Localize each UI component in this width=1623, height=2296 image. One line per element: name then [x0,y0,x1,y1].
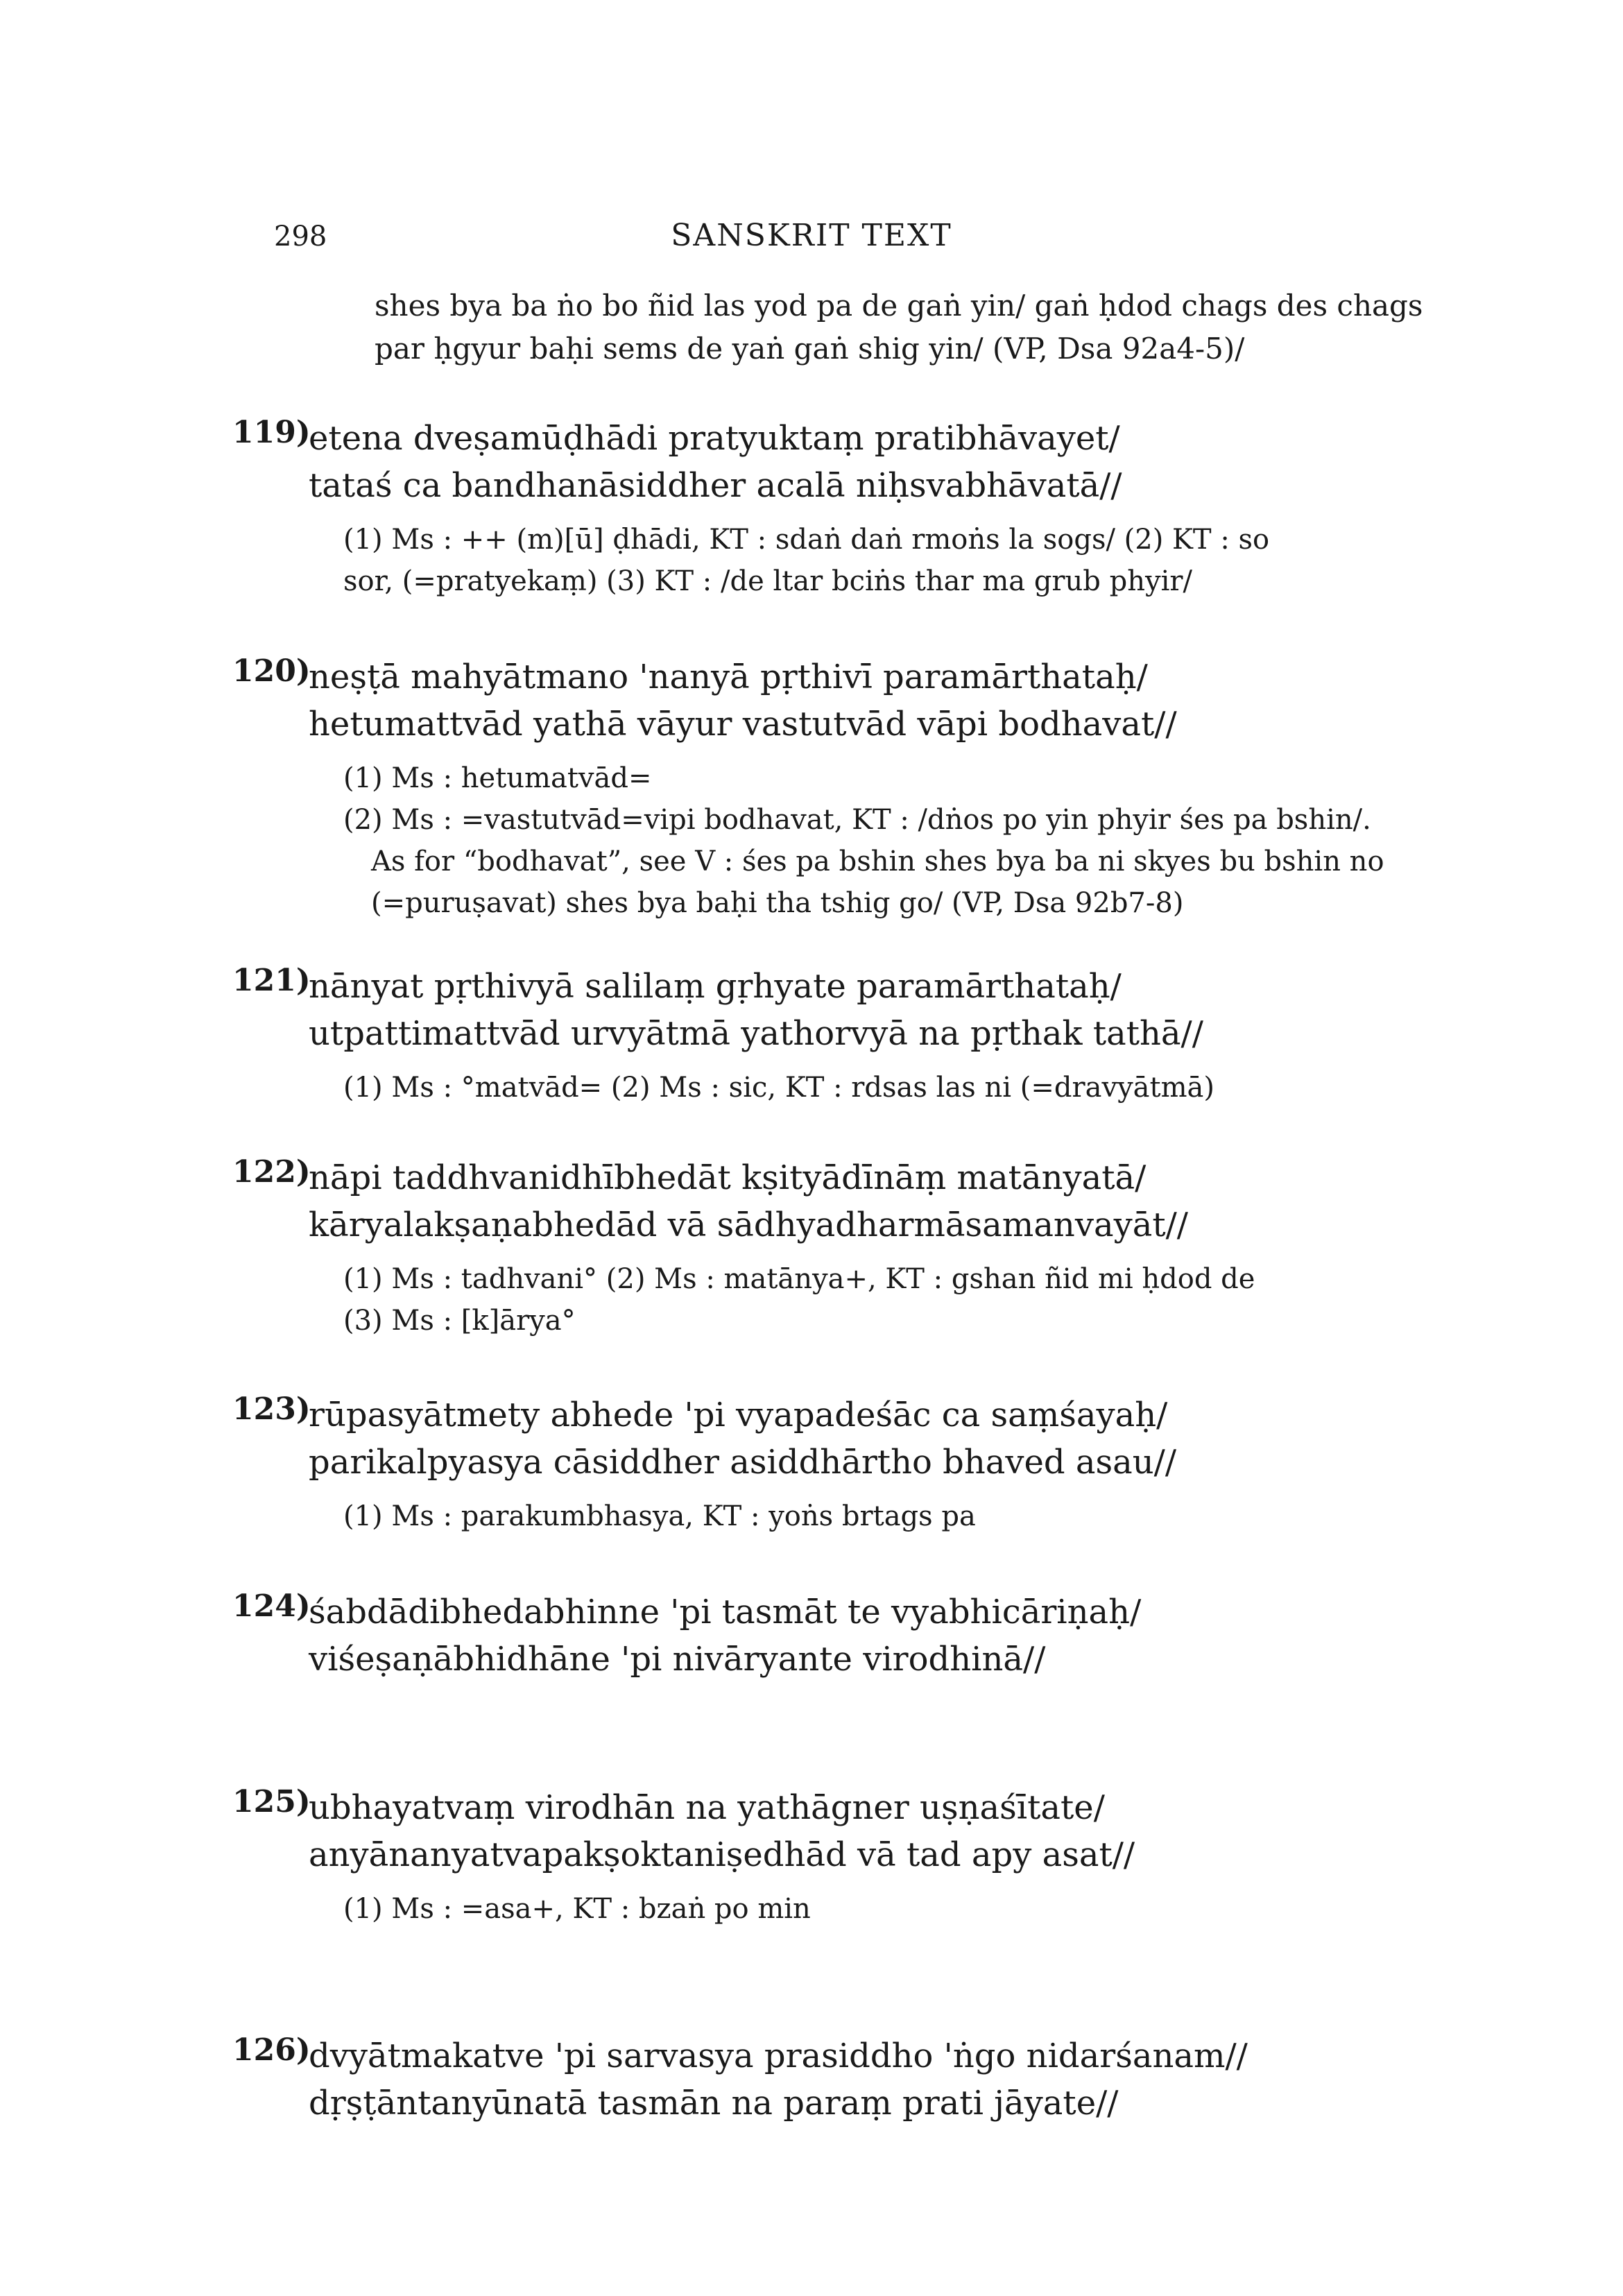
footnotes [343,1888,1550,1930]
verse-line: nānyat pṛthivyā salilaṃ gṛhyate paramārthataḥ/ [309,967,1122,1006]
verse-line: śabdādibhedabhinne 'pi tasmāt te vyabhicāriṇaḥ/ [309,1593,1142,1631]
verse-number: 120) [232,653,311,689]
verse-number: 119) [232,415,311,450]
footnotes [343,1067,1550,1108]
note-line: (=puruṣavat) shes bya baḥi tha tshig go/ (VP, Dsa 92b7-8) [371,887,1184,919]
verse-line: rūpasyātmety abhede 'pi vyapadeśāc ca saṃśayaḥ/ [309,1396,1168,1434]
footnotes [343,757,1550,924]
verse-126 [232,2032,1550,2127]
verse-125 [232,1784,1550,1930]
note-line: sor, (=pratyekaṃ) (3) KT : /de ltar bciṅs thar ma grub phyir/ [343,565,1192,597]
verse-number: 124) [232,1588,311,1624]
verse-line: etena dveṣamūḍhādi pratyuktaṃ pratibhāvayet/ [309,419,1120,458]
verse-number: 125) [232,1784,311,1819]
verse-line: dṛṣṭāntanyūnatā tasmān na paraṃ prati jāyate// [309,2084,1119,2123]
footnotes [343,519,1550,602]
verse-line: tataś ca bandhanāsiddher acalā niḥsvabhāvatā// [309,466,1122,505]
page-number: 298 [274,221,327,252]
footnotes [343,1258,1550,1342]
verse-line: utpattimattvād urvyātmā yathorvyā na pṛthak tathā// [309,1014,1203,1053]
verse-123 [232,1391,1550,1537]
verse-number: 123) [232,1391,311,1427]
verse-line: nāpi taddhvanidhībhedāt kṣityādīnāṃ matānyatā/ [309,1158,1147,1197]
note-line: (1) Ms : tadhvani° (2) Ms : matānya+, KT : gshan ñid mi ḥdod de [343,1263,1255,1295]
intro-line: shes bya ba ṅo bo ñid las yod pa de gaṅ yin/ gaṅ ḥdod chags des chags [375,289,1423,323]
verse-120 [232,653,1550,924]
verse-122 [232,1154,1550,1342]
verse-number: 122) [232,1154,311,1190]
intro-line: par ḥgyur baḥi sems de yaṅ gaṅ shig yin/ (VP, Dsa 92a4-5)/ [375,332,1245,366]
verse-line: hetumattvād yathā vāyur vastutvād vāpi bodhavat// [309,705,1177,744]
verse-number: 126) [232,2032,311,2068]
verse-121 [232,963,1550,1108]
note-line: (2) Ms : =vastutvād=vipi bodhavat, KT : /dṅos po yin phyir śes pa bshin/. [343,804,1371,836]
note-line: As for “bodhavat”, see V : śes pa bshin shes bya ba ni skyes bu bshin no [371,846,1384,877]
verse-line: viśeṣaṇābhidhāne 'pi nivāryante virodhinā// [309,1640,1046,1679]
verse-line: ubhayatvaṃ virodhān na yathāgner uṣṇaśītate/ [309,1788,1105,1827]
note-line: (1) Ms : parakumbhasya, KT : yoṅs brtags pa [343,1500,976,1532]
note-line: (1) Ms : =asa+, KT : bzaṅ po min [343,1893,811,1925]
verse-number: 121) [232,963,311,998]
note-line: (1) Ms : °matvād= (2) Ms : sic, KT : rdsas las ni (=dravyātmā) [343,1072,1214,1104]
verse-line: kāryalakṣaṇabhedād vā sādhyadharmāsamanvayāt// [309,1206,1188,1244]
note-line: (3) Ms : [k]ārya° [343,1305,576,1337]
intro-passage [375,284,1519,370]
running-title: SANSKRIT TEXT [671,218,952,253]
note-line: (1) Ms : hetumatvād= [343,762,652,794]
verse-line: neṣṭā mahyātmano 'nanyā pṛthivī paramārthataḥ/ [309,658,1148,696]
verse-line: dvyātmakatve 'pi sarvasya prasiddho 'ṅgo nidarśanam// [309,2037,1248,2075]
verse-line: parikalpyasya cāsiddher asiddhārtho bhaved asau// [309,1443,1177,1482]
footnotes [343,1496,1550,1537]
verse-line: anyānanyatvapakṣoktaniṣedhād vā tad apy asat// [309,1835,1135,1874]
note-line: (1) Ms : ++ (m)[ū] ḍhādi, KT : sdaṅ daṅ rmoṅs la sogs/ (2) KT : so [343,524,1270,556]
verse-124 [232,1588,1550,1683]
verse-119 [232,415,1550,602]
